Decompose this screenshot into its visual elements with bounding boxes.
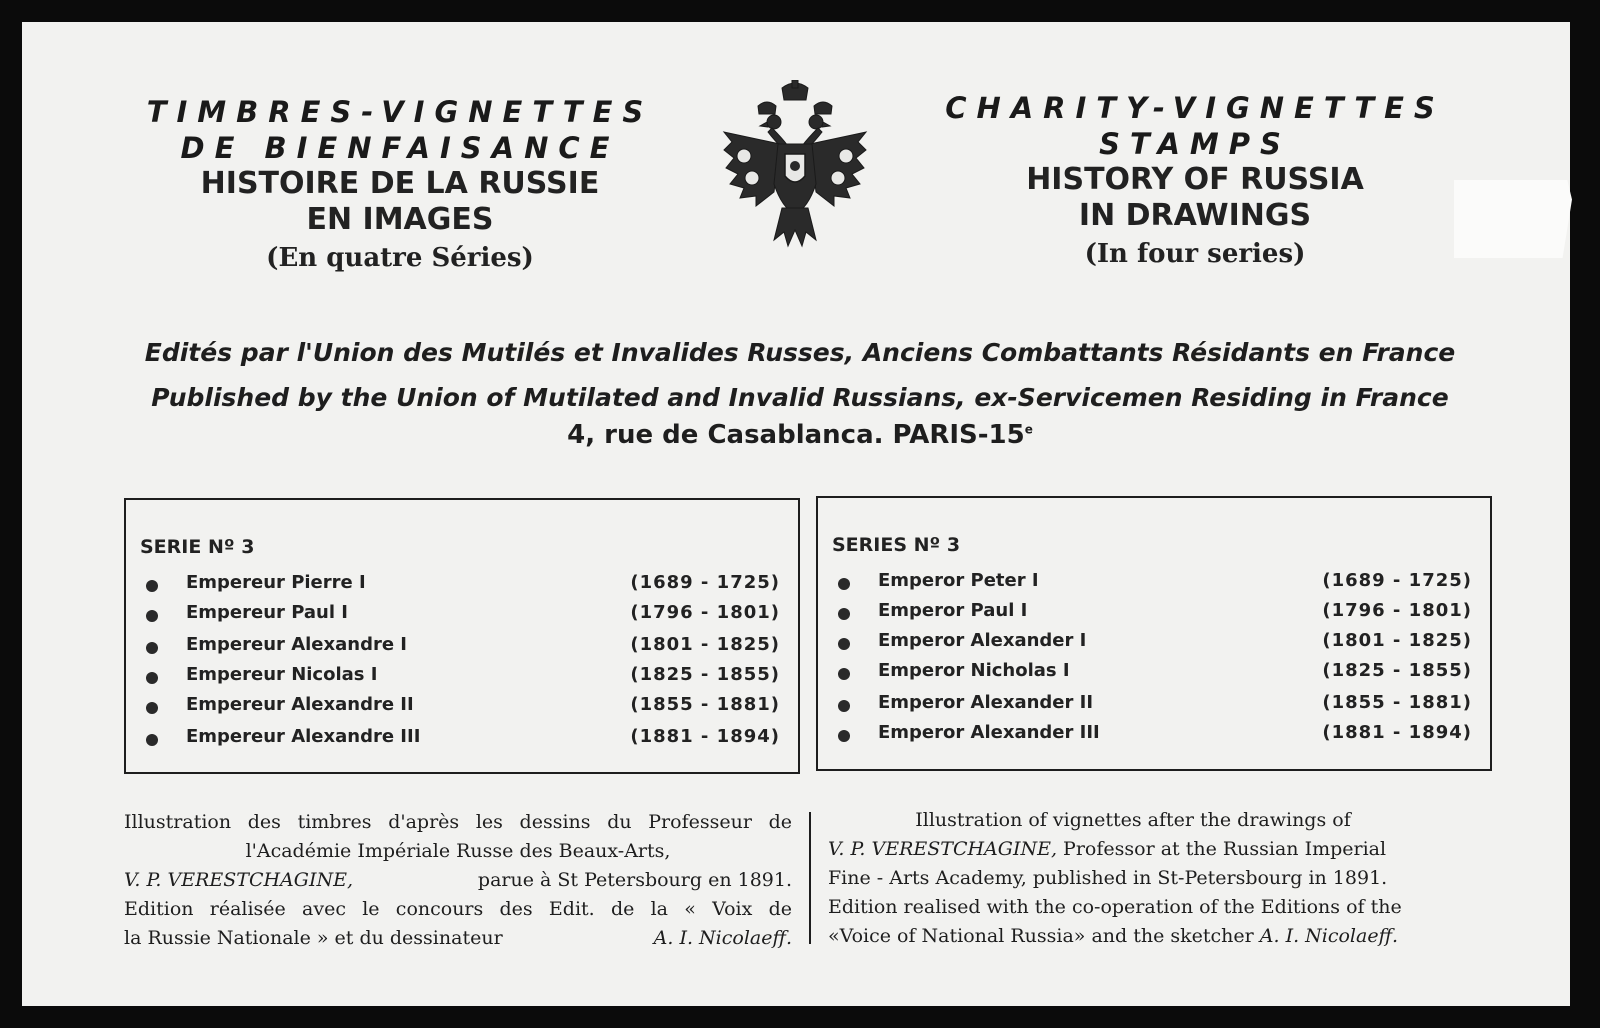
bullet-icon <box>838 700 850 712</box>
bullet-icon <box>838 638 850 650</box>
footer-en-line1: Illustration of vignettes after the drawings of <box>915 809 1351 831</box>
reign-years: (1855 - 1881) <box>1322 692 1472 713</box>
footer-en-line4: Edition realised with the co-operation of the Editions of the <box>828 896 1402 918</box>
series-box-english <box>816 496 1492 771</box>
footer-fr-line4: Edition réalisée avec le concours des Edit. de la « Voix de <box>124 898 792 920</box>
bullet-icon <box>146 734 158 746</box>
emperor-name: Emperor Alexander III <box>878 722 1100 743</box>
list-item <box>818 692 1490 722</box>
header-fr-line4: EN IMAGES <box>306 202 494 237</box>
header-en-line2: STAMPS <box>1099 127 1291 161</box>
reign-years: (1825 - 1855) <box>630 664 780 685</box>
footer-fr-line3-rest: parue à St Petersbourg en 1891. <box>477 869 792 891</box>
footer-en-line2 <box>828 835 1498 864</box>
publisher-french: Edités par l'Union des Mutilés et Invalides Russes, Anciens Combattants Résidants en France <box>144 338 1456 367</box>
header-fr-line2: DE BIENFAISANCE <box>180 131 620 165</box>
address-text: 4, rue de Casablanca. PARIS-15 <box>567 420 1025 450</box>
header-en-line3: HISTORY OF RUSSIA <box>1026 162 1364 197</box>
sketcher-name: A. I. Nicolaeff. <box>1259 925 1399 947</box>
footer-fr-line5 <box>124 924 792 953</box>
bullet-icon <box>146 642 158 654</box>
emperor-name: Empereur Alexandre I <box>186 634 408 655</box>
reign-years: (1796 - 1801) <box>630 602 780 623</box>
bullet-icon <box>146 672 158 684</box>
emperor-name: Empereur Alexandre II <box>186 694 414 715</box>
footer-en-line3: Fine - Arts Academy, published in St-Petersbourg in 1891. <box>828 867 1388 889</box>
header-en-line4: IN DRAWINGS <box>1078 198 1312 233</box>
reign-years: (1825 - 1855) <box>1322 660 1472 681</box>
series-fr-title: SERIE Nº 3 <box>140 536 255 558</box>
list-item <box>818 630 1490 660</box>
footer-fr-line5-text: la Russie Nationale » et du dessinateur <box>124 927 503 949</box>
emperor-name: Empereur Paul I <box>186 602 348 623</box>
bullet-icon <box>146 702 158 714</box>
list-item <box>126 726 798 756</box>
footer-english <box>828 806 1498 951</box>
header-french <box>120 94 680 278</box>
bullet-icon <box>146 610 158 622</box>
list-item <box>818 570 1490 600</box>
reign-years: (1801 - 1825) <box>1322 630 1472 651</box>
list-item <box>126 572 798 602</box>
list-item <box>818 600 1490 630</box>
imperial-eagle-icon <box>722 80 868 252</box>
list-item <box>818 660 1490 690</box>
emperor-name: Emperor Nicholas I <box>878 660 1070 681</box>
list-item <box>126 602 798 632</box>
reign-years: (1855 - 1881) <box>630 694 780 715</box>
address-suffix: e <box>1024 422 1033 437</box>
artist-name: V. P. VERESTCHAGINE, <box>124 869 353 891</box>
header-fr-line1: TIMBRES-VIGNETTES <box>146 95 654 129</box>
bullet-icon <box>838 730 850 742</box>
emperor-name: Emperor Paul I <box>878 600 1028 621</box>
bullet-icon <box>838 668 850 680</box>
reign-years: (1689 - 1725) <box>630 572 780 593</box>
artist-name: V. P. VERESTCHAGINE, <box>828 838 1057 860</box>
emperor-name: Empereur Alexandre III <box>186 726 421 747</box>
bullet-icon <box>146 580 158 592</box>
footer-divider <box>809 812 811 944</box>
footer-fr-line3 <box>124 866 792 895</box>
list-item <box>126 634 798 664</box>
footer-french <box>124 808 792 953</box>
footer-fr-line1: Illustration des timbres d'après les dessins du Professeur de <box>124 811 792 833</box>
publisher-english: Published by the Union of Mutilated and Invalid Russians, ex-Servicemen Residing in France <box>151 383 1449 412</box>
footer-en-line5-text: «Voice of National Russia» and the sketcher <box>828 925 1254 947</box>
header-en-line5: (In four series) <box>1084 239 1306 269</box>
series-box-french <box>124 498 800 774</box>
reign-years: (1881 - 1894) <box>1322 722 1472 743</box>
list-item <box>818 722 1490 752</box>
sketcher-name: A. I. Nicolaeff. <box>653 927 792 949</box>
emperor-name: Emperor Peter I <box>878 570 1039 591</box>
reign-years: (1796 - 1801) <box>1322 600 1472 621</box>
header-english <box>900 90 1490 274</box>
emperor-name: Emperor Alexander II <box>878 692 1094 713</box>
emperor-name: Emperor Alexander I <box>878 630 1087 651</box>
footer-en-line5 <box>828 922 1498 951</box>
list-item <box>126 664 798 694</box>
publisher-address <box>60 420 1540 450</box>
bullet-icon <box>838 608 850 620</box>
header-fr-line5: (En quatre Séries) <box>266 243 534 273</box>
reign-years: (1801 - 1825) <box>630 634 780 655</box>
header-fr-line3: HISTOIRE DE LA RUSSIE <box>200 166 600 201</box>
header-en-line1: CHARITY-VIGNETTES <box>945 91 1445 125</box>
reign-years: (1689 - 1725) <box>1322 570 1472 591</box>
emperor-name: Empereur Nicolas I <box>186 664 378 685</box>
footer-en-line2-rest: Professor at the Russian Imperial <box>1063 838 1387 860</box>
reign-years: (1881 - 1894) <box>630 726 780 747</box>
footer-fr-line2: l'Académie Impériale Russe des Beaux-Arts, <box>245 840 671 862</box>
list-item <box>126 694 798 724</box>
bullet-icon <box>838 578 850 590</box>
series-en-title: SERIES Nº 3 <box>832 534 961 556</box>
emperor-name: Empereur Pierre I <box>186 572 366 593</box>
